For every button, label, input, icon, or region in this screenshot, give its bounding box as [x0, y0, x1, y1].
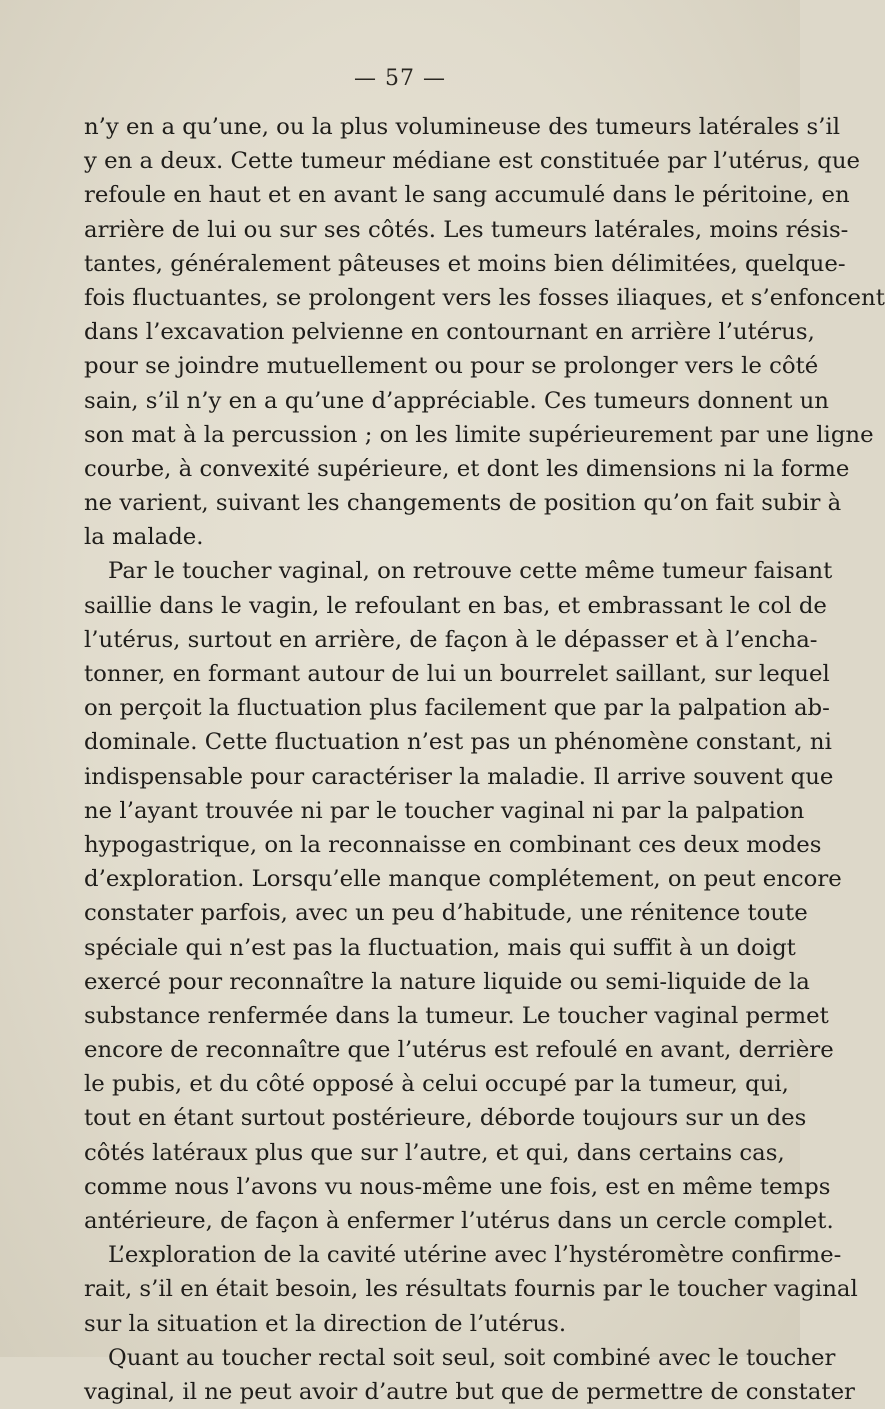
text-line: son mat à la percussion ; on les limite supérieurement par une ligne — [84, 421, 874, 448]
text-line: on perçoit la fluctuation plus facilement que par la palpation ab- — [84, 695, 830, 722]
text-line: refoule en haut et en avant le sang accumulé dans le péritoine, en — [84, 182, 850, 209]
text-line: Quant au toucher rectal soit seul, soit combiné avec le toucher — [108, 1344, 836, 1371]
text-line: exercé pour reconnaître la nature liquide ou semi-liquide de la — [84, 968, 810, 995]
text-line: comme nous l’avons vu nous-même une fois, est en même temps — [84, 1173, 831, 1200]
text-line: L’exploration de la cavité utérine avec l’hystéromètre confirme- — [108, 1242, 842, 1269]
text-line: antérieure, de façon à enfermer l’utérus dans un cercle complet. — [84, 1208, 834, 1234]
text-line: la malade. — [84, 524, 204, 551]
text-line: constater parfois, avec un peu d’habitude, une rénitence toute — [84, 900, 808, 927]
text-line: spéciale qui n’est pas la fluctuation, mais qui suffit à un doigt — [84, 934, 796, 961]
text-line: y en a deux. Cette tumeur médiane est constituée par l’utérus, que — [84, 148, 861, 175]
text-line: ne l’ayant trouvée ni par le toucher vaginal ni par la palpation — [84, 797, 805, 824]
text-line: dans l’excavation pelvienne en contournant en arrière l’utérus, — [84, 319, 815, 346]
text-line: fois fluctuantes, se prolongent vers les fosses iliaques, et s’enfoncent — [84, 284, 885, 311]
page-number: — 57 — — [354, 66, 446, 91]
text-line: ne varient, suivant les changements de position qu’on fait subir à — [84, 490, 842, 517]
text-line: vaginal, il ne peut avoir d’autre but que de permettre de constater — [84, 1378, 855, 1405]
text-line: tout en étant surtout postérieure, déborde toujours sur un des — [84, 1105, 807, 1132]
text-line: sur la situation et la direction de l’utérus. — [84, 1310, 567, 1337]
text-line: saillie dans le vagin, le refoulant en bas, et embrassant le col de — [84, 592, 827, 619]
text-line: côtés latéraux plus que sur l’autre, et qui, dans certains cas, — [84, 1139, 785, 1166]
text-line: le pubis, et du côté opposé à celui occupé par la tumeur, qui, — [84, 1071, 789, 1098]
text-line: indispensable pour caractériser la maladie. Il arrive souvent que — [84, 763, 834, 790]
text-line: arrière de lui ou sur ses côtés. Les tumeurs latérales, moins résis- — [84, 216, 849, 243]
text-line: rait, s’il en était besoin, les résultats fournis par le toucher vaginal — [84, 1276, 858, 1303]
text-line: tonner, en formant autour de lui un bourrelet saillant, sur lequel — [84, 661, 830, 687]
text-line: hypogastrique, on la reconnaisse en combinant ces deux modes — [84, 831, 822, 858]
body-text — [84, 110, 885, 1409]
text-line: pour se joindre mutuellement ou pour se prolonger vers le côté — [84, 353, 819, 380]
text-line: tantes, généralement pâteuses et moins bien délimitées, quelque- — [84, 250, 846, 277]
text-line: encore de reconnaître que l’utérus est refoulé en avant, derrière — [84, 1037, 834, 1064]
text-line: Par le toucher vaginal, on retrouve cette même tumeur faisant — [108, 558, 833, 585]
text-line: l’utérus, surtout en arrière, de façon à le dépasser et à l’encha- — [84, 626, 818, 653]
text-line: sain, s’il n’y en a qu’une d’appréciable. Ces tumeurs donnent un — [84, 387, 829, 414]
text-line: n’y en a qu’une, ou la plus volumineuse des tumeurs latérales s’il — [84, 114, 841, 140]
text-line: courbe, à convexité supérieure, et dont les dimensions ni la forme — [84, 455, 850, 482]
text-line: d’exploration. Lorsqu’elle manque complétement, on peut encore — [84, 866, 842, 893]
text-line: dominale. Cette fluctuation n’est pas un phénomène constant, ni — [84, 729, 832, 756]
text-line: substance renfermée dans la tumeur. Le toucher vaginal permet — [84, 1002, 829, 1029]
